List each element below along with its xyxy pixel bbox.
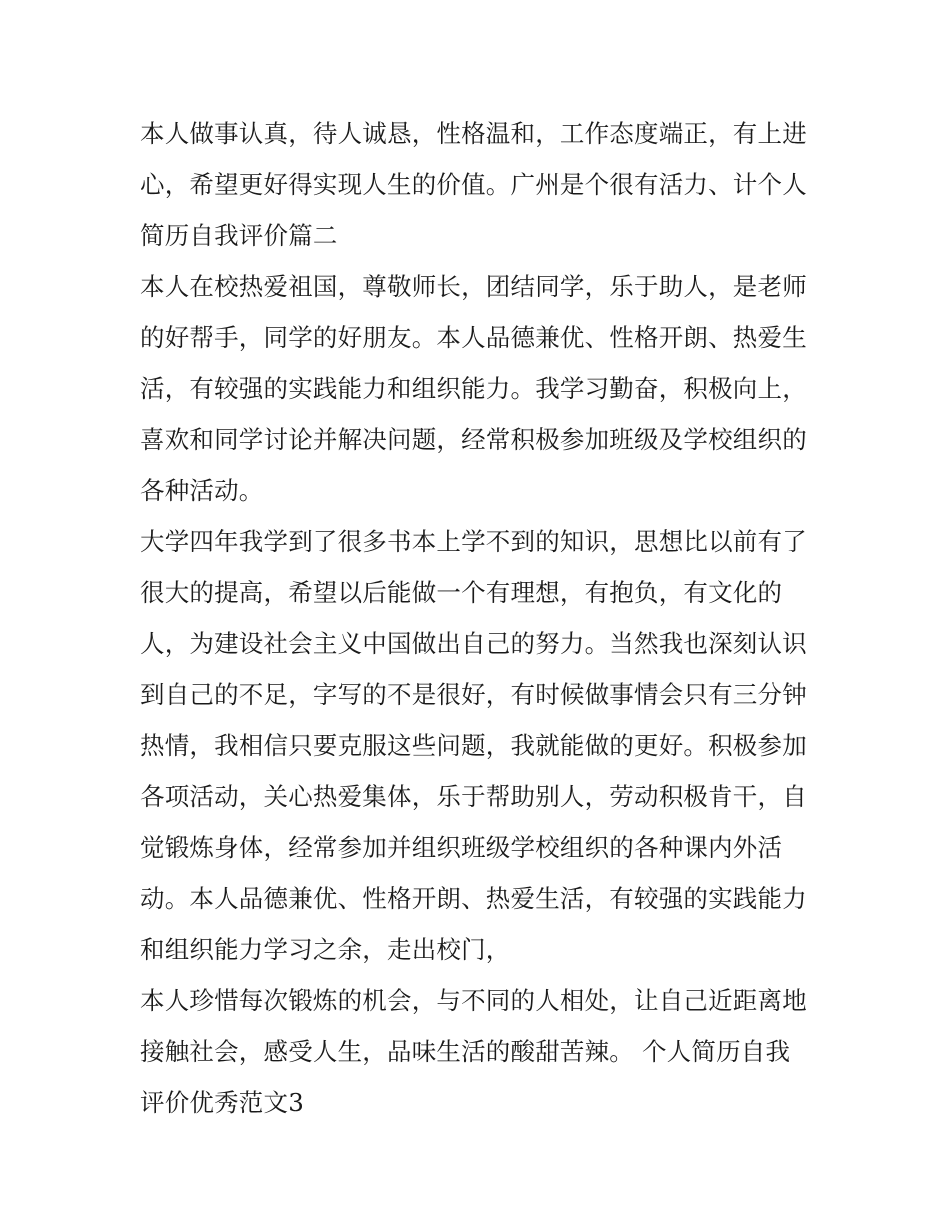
section-heading: 评价优秀范文3	[140, 1088, 304, 1117]
text-line: 人，为建设社会主义中国做出自己的努力。当然我也深刻认识	[140, 629, 807, 658]
text-line: 本人在校热爱祖国，尊敬师长，团结同学，乐于助人，是老师	[140, 272, 807, 301]
text-line: 本人珍惜每次锻炼的机会，与不同的人相处，让自己近距离地	[140, 986, 807, 1015]
text-line: 接触社会，感受人生，品味生活的酸甜苦辣。 个人简历自我	[140, 1037, 791, 1066]
text-line: 到自己的不足，字写的不是很好，有时候做事情会只有三分钟	[140, 680, 807, 709]
text-line: 动。本人品德兼优、性格开朗、热爱生活，有较强的实践能力	[140, 884, 807, 913]
text-line: 觉锻炼身体，经常参加并组织班级学校组织的各种课内外活	[140, 833, 783, 862]
text-line: 大学四年我学到了很多书本上学不到的知识，思想比以前有了	[140, 527, 807, 556]
text-line: 心，希望更好得实现人生的价值。广州是个很有活力、计个人	[140, 170, 807, 199]
text-line: 热情，我相信只要克服这些问题，我就能做的更好。积极参加	[140, 731, 807, 760]
text-line: 各项活动，关心热爱集体，乐于帮助别人，劳动积极肯干，自	[140, 782, 807, 811]
text-line: 活，有较强的实践能力和组织能力。我学习勤奋，积极向上，	[140, 374, 807, 403]
section-heading: 简历自我评价篇二	[140, 221, 338, 250]
text-line: 喜欢和同学讨论并解决问题，经常积极参加班级及学校组织的	[140, 425, 807, 454]
text-line: 的好帮手，同学的好朋友。本人品德兼优、性格开朗、热爱生	[140, 323, 807, 352]
document-body	[140, 108, 820, 1128]
text-line: 和组织能力学习之余，走出校门，	[140, 935, 511, 964]
text-line: 各种活动。	[140, 476, 264, 505]
text-line: 本人做事认真，待人诚恳，性格温和，工作态度端正，有上进	[140, 119, 807, 148]
text-line: 很大的提高，希望以后能做一个有理想，有抱负，有文化的	[140, 578, 783, 607]
